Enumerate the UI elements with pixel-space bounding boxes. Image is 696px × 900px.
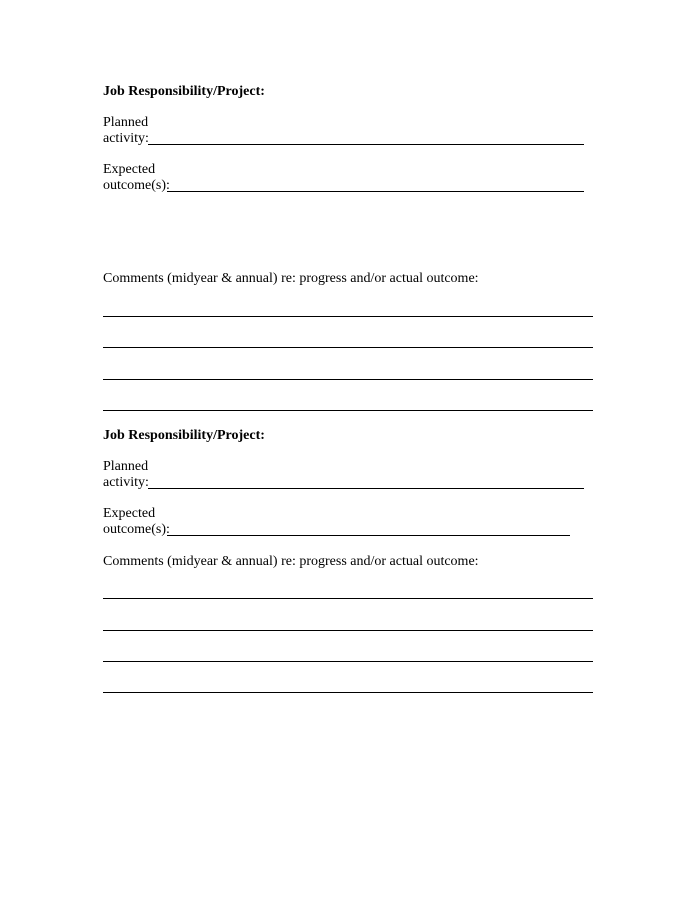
section-2-planned-label-line1: Planned [103,459,149,474]
section-1-expected-label-line2: outcome(s): [103,178,170,193]
section-2-expected-label-line1: Expected [103,506,156,521]
section-1-planned-label-line1: Planned [103,115,149,130]
section-2-comment-line[interactable] [103,692,593,693]
section-2-comment-line[interactable] [103,661,593,662]
section-1-planned-label-line2: activity: [103,131,149,146]
section-1-comment-line[interactable] [103,347,593,348]
section-1-expected-label-line1: Expected [103,162,156,177]
section-1-comment-line[interactable] [103,379,593,380]
section-1-expected-outcome-line[interactable] [167,191,584,192]
section-1-comments-label: Comments (midyear & annual) re: progress and/or actual outcome: [103,271,479,286]
section-1-heading: Job Responsibility/Project: [103,84,265,99]
section-1-comment-line[interactable] [103,410,593,411]
section-2-expected-outcome-line[interactable] [167,535,570,536]
section-2-expected-label-line2: outcome(s): [103,522,170,537]
section-1-comment-line[interactable] [103,316,593,317]
section-2-planned-label-line2: activity: [103,475,149,490]
section-2-comment-line[interactable] [103,598,593,599]
section-2-heading: Job Responsibility/Project: [103,428,265,443]
section-2-comments-label: Comments (midyear & annual) re: progress and/or actual outcome: [103,554,479,569]
section-1-planned-activity-line[interactable] [148,144,584,145]
section-2-comment-line[interactable] [103,630,593,631]
section-2-planned-activity-line[interactable] [148,488,584,489]
